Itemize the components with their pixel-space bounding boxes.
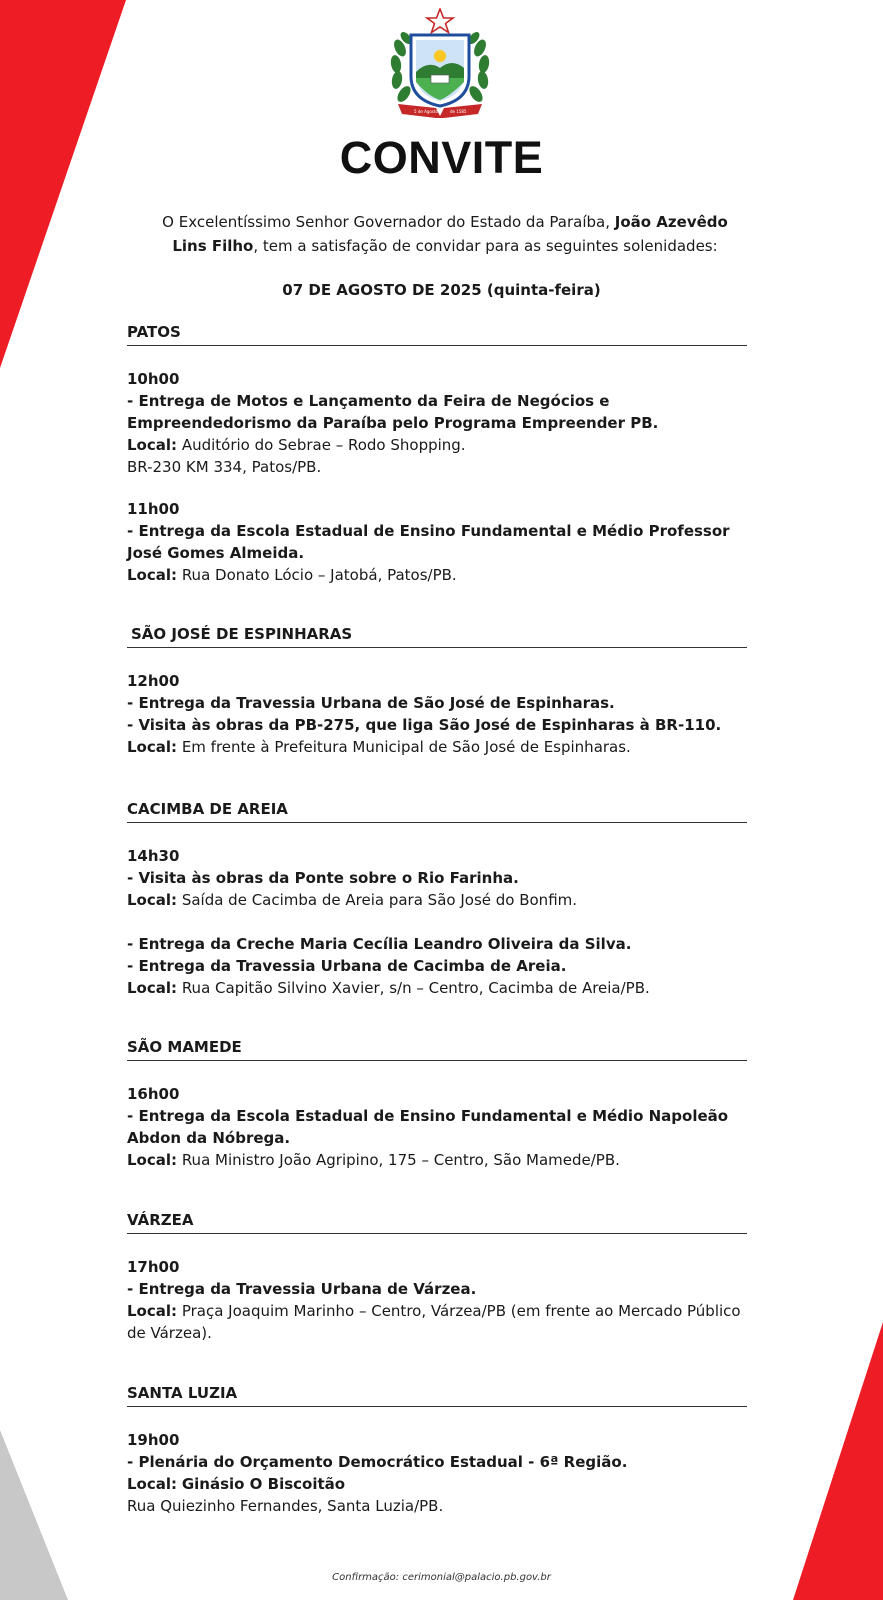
section-santa-luzia [127, 1383, 747, 1517]
event-activity: - Entrega de Motos e Lançamento da Feira de Negócios e Empreendedorismo da Paraíba pelo Programa Empreender PB. [127, 392, 659, 432]
event-location [127, 1149, 747, 1171]
intro-text-after: , tem a satisfação de convidar para as seguintes solenidades: [253, 237, 718, 255]
event-location [127, 564, 747, 586]
local-label: Local: [127, 979, 178, 997]
event-location [127, 736, 747, 758]
event-activity: - Entrega da Escola Estadual de Ensino Fundamental e Médio Professor José Gomes Almeida. [127, 522, 730, 562]
event-activity: - Entrega da Travessia Urbana de Cacimba de Areia. [127, 957, 567, 975]
location-text: Em frente à Prefeitura Municipal de São José de Espinharas. [181, 738, 631, 756]
event-time: 10h00 [127, 370, 180, 388]
local-label: Local: [127, 566, 178, 584]
section-sao-mamede [127, 1037, 747, 1171]
event-time: 14h30 [127, 847, 180, 865]
event-location [127, 1473, 747, 1495]
local-label: Local: [127, 891, 178, 909]
event-item [127, 1256, 747, 1344]
local-label: Local: [127, 436, 178, 454]
local-label: Local: [127, 1475, 178, 1493]
event-activity: - Visita às obras da PB-275, que liga São José de Espinharas à BR-110. [127, 716, 722, 734]
event-item [127, 1083, 747, 1171]
intro-text-before: O Excelentíssimo Senhor Governador do Estado da Paraíba, [162, 213, 615, 231]
location-text: Rua Ministro João Agripino, 175 – Centro, São Mamede/PB. [181, 1151, 620, 1169]
event-time: 17h00 [127, 1258, 180, 1276]
section-sao-jose-de-espinharas [127, 624, 747, 758]
star-icon [427, 9, 453, 33]
event-activity: - Entrega da Escola Estadual de Ensino Fundamental e Médio Napoleão Abdon da Nóbrega. [127, 1107, 729, 1147]
governor-name: João Azevêdo Lins Filho [172, 213, 728, 255]
location-text: Auditório do Sebrae – Rodo Shopping. [181, 436, 466, 454]
crest-ribbon-left-text: 5 de Agosto [414, 109, 438, 114]
event-address: BR-230 KM 334, Patos/PB. [127, 458, 322, 476]
page-title: CONVITE [339, 132, 544, 183]
location-text: Rua Donato Lócio – Jatobá, Patos/PB. [181, 566, 457, 584]
event-activity: - Entrega da Creche Maria Cecília Leandro Oliveira da Silva. [127, 935, 632, 953]
paraiba-coat-of-arms [384, 8, 496, 120]
event-location [127, 1300, 747, 1344]
location-text: Saída de Cacimba de Areia para São José do Bonfim. [181, 891, 578, 909]
event-location [127, 889, 747, 911]
location-text: Ginásio O Biscoitão [181, 1475, 346, 1493]
crest-ribbon-right-text: de 1585 [450, 109, 467, 114]
event-activity: - Visita às obras da Ponte sobre o Rio Farinha. [127, 869, 519, 887]
intro-paragraph [150, 210, 740, 258]
section-title: PATOS [127, 322, 747, 346]
event-time: 16h00 [127, 1085, 180, 1103]
location-text: Rua Capitão Silvino Xavier, s/n – Centro, Cacimba de Areia/PB. [181, 979, 650, 997]
event-time: 12h00 [127, 672, 180, 690]
confirmation-footer: Confirmação: cerimonial@palacio.pb.gov.br [332, 1572, 551, 1583]
event-address: Rua Quiezinho Fernandes, Santa Luzia/PB. [127, 1497, 444, 1515]
local-label: Local: [127, 1302, 178, 1320]
event-activity: - Plenária do Orçamento Democrático Estadual - 6ª Região. [127, 1453, 628, 1471]
local-label: Local: [127, 738, 178, 756]
location-text: Praça Joaquim Marinho – Centro, Várzea/PB (em frente ao Mercado Público de Várzea). [127, 1302, 741, 1342]
section-title: CACIMBA DE AREIA [127, 799, 747, 823]
event-date: 07 DE AGOSTO DE 2025 (quinta-feira) [282, 281, 601, 299]
event-item [127, 1429, 747, 1517]
event-item [127, 368, 747, 478]
event-item [127, 670, 747, 758]
section-varzea [127, 1210, 747, 1344]
section-title: SANTA LUZIA [127, 1383, 747, 1407]
event-location [127, 977, 747, 999]
section-cacimba-de-areia [127, 799, 747, 999]
event-item [127, 498, 747, 586]
event-time: 11h00 [127, 500, 180, 518]
event-time: 19h00 [127, 1431, 180, 1449]
section-title: SÃO JOSÉ DE ESPINHARAS [127, 624, 747, 648]
event-activity: - Entrega da Travessia Urbana de São José de Espinharas. [127, 694, 615, 712]
local-label: Local: [127, 1151, 178, 1169]
event-location [127, 434, 747, 456]
section-title: VÁRZEA [127, 1210, 747, 1234]
event-activity: - Entrega da Travessia Urbana de Várzea. [127, 1280, 477, 1298]
section-patos [127, 322, 747, 586]
event-item [127, 845, 747, 911]
event-item [127, 933, 747, 999]
section-title: SÃO MAMEDE [127, 1037, 747, 1061]
